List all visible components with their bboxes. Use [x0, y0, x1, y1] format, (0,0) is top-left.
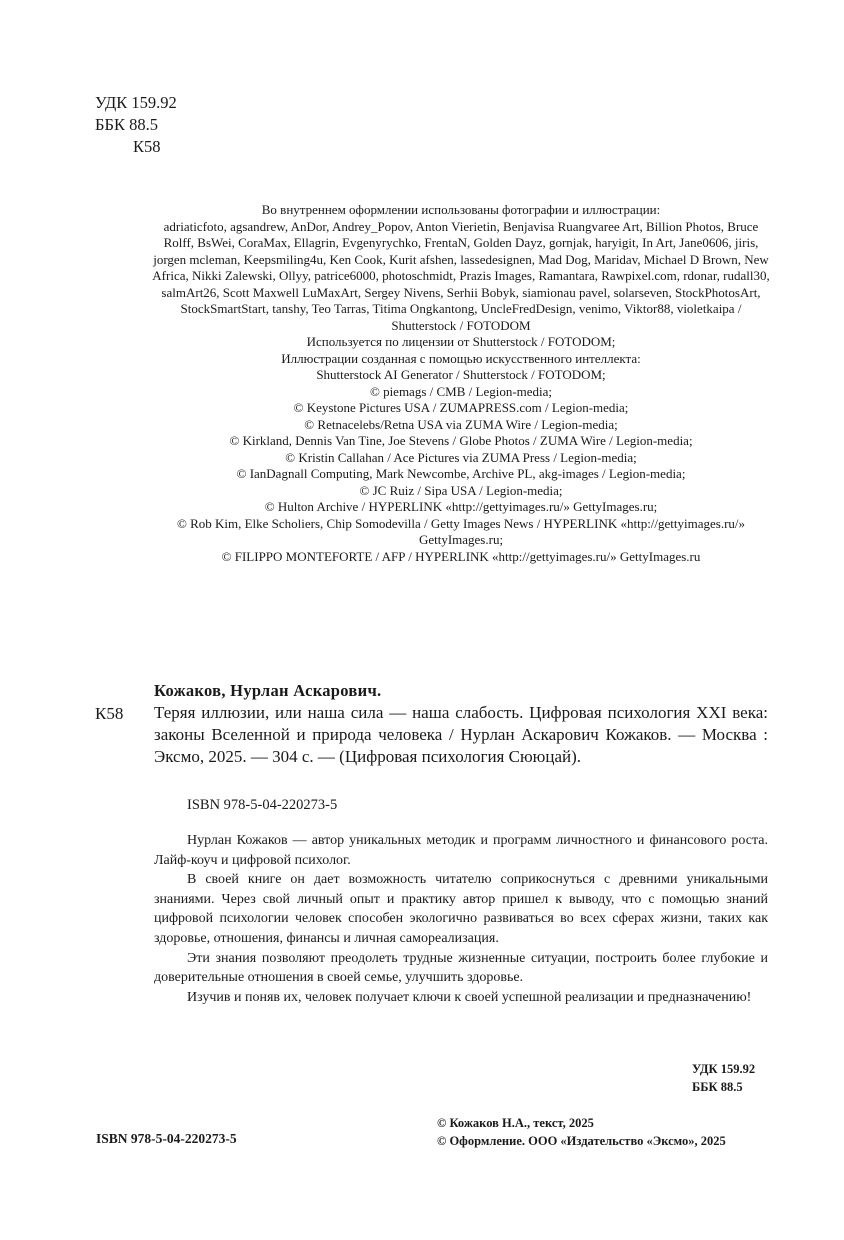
annotation-paragraph: В своей книге он дает возможность читателю соприкоснуться с древними уникальными знаниями. Через свой личный опыт и практику автор пришел к выводу, что с помощью знаний цифровой психологии человек способен экологично развиваться во всех сферах жизни, таких как здоровье, отношения, финансы и личная самореализация. [154, 872, 768, 946]
credits-line: © Kirkland, Dennis Van Tine, Joe Stevens / Globe Photos / ZUMA Wire / Legion-media; [229, 433, 693, 448]
credits-photographers: adriaticfoto, agsandrew, AnDor, Andrey_Popov, Anton Vierietin, Benjavisa Ruangvaree Art, Billion Photos, Bruce Rolff, BsWei, CoraMax, Ellagrin, Evgenyrychko, FrentaN, Golden Dayz, gornjak, haryigit, In Art, Jane0606, jiris, jorgen mcleman, Keepsmiling4u, Ken Cook, Kurit afshen, lassedesignen, Mad Dog, Maridav, Michael D Brown, New Africa, Nikki Zalewski, Ollyy, patrice6000, photoschmidt, Prazis Images, Ramantara, Rawpixel.com, rdonar, rudall30, salmArt26, Scott Maxwell LuMaxArt, Sergey Nivens, Serhii Bobyk, siamionau pavel, solarseven, StockPhotosArt, StockSmartStart, tanshy, Teo Tarras, Titima Ongkantong, UncleFredDesign, venimo, Viktor88, violetkaipa / Shutterstock / FOTODOM [152, 218, 770, 333]
classification-block [95, 92, 177, 158]
annotation-paragraph: Нурлан Кожаков — автор уникальных методик и программ личностного и финансового роста. Лайф-коуч и цифровой психолог. [154, 833, 768, 868]
udk-code: УДК 159.92 [95, 93, 177, 112]
author-mark-side: К58 [95, 704, 124, 723]
copyright-block [437, 1114, 726, 1150]
author-mark: К58 [133, 137, 161, 156]
annotation-paragraph: Эти знания позволяют преодолеть трудные жизненные ситуации, построить более глубокие и доверительные отношения в своей семье, улучшить здоровье. [154, 950, 768, 986]
book-author: Кожаков, Нурлан Аскарович. [154, 681, 382, 700]
bbk-code: ББК 88.5 [95, 115, 158, 134]
credits-line: © Rob Kim, Elke Scholiers, Chip Somodevilla / Getty Images News / HYPERLINK «http://gettyimages.ru/» GettyImages.ru; [176, 515, 746, 547]
credits-line: © IanDagnall Computing, Mark Newcombe, Archive PL, akg-images / Legion-media; [236, 466, 686, 481]
credits-line: © FILIPPO MONTEFORTE / AFP / HYPERLINK «http://gettyimages.ru/» GettyImages.ru [221, 548, 701, 564]
credits-license: Используется по лицензии от Shutterstock / FOTODOM; [306, 334, 616, 349]
book-description: Теряя иллюзии, или наша сила — наша слабость. Цифровая психология XXI века: законы Вселенной и природа человека / Нурлан Аскарович Кожаков. — Москва : Эксмо, 2025. — 304 с. — (Цифровая психология Сююцай). [154, 703, 768, 766]
footer-isbn: ISBN 978-5-04-220273-5 [96, 1131, 237, 1146]
credits-line: © Keystone Pictures USA / ZUMAPRESS.com / Legion-media; [293, 400, 629, 415]
image-credits [152, 202, 770, 565]
footer-bbk: ББК 88.5 [692, 1080, 743, 1094]
footer-classification [692, 1060, 755, 1096]
credits-line: © Retnacelebs/Retna USA via ZUMA Wire / Legion-media; [304, 416, 618, 432]
isbn-inline: ISBN 978-5-04-220273-5 [187, 797, 338, 813]
credits-ai-intro: Иллюстрации созданная с помощью искусственного интеллекта: [281, 350, 641, 366]
copyright-design: © Оформление. ООО «Издательство «Эксмо», 2025 [437, 1134, 726, 1148]
footer-udk: УДК 159.92 [692, 1062, 756, 1076]
credits-intro: Во внутреннем оформлении использованы фотографии и иллюстрации: [261, 202, 661, 217]
credits-line: © Hulton Archive / HYPERLINK «http://gettyimages.ru/» GettyImages.ru; [264, 499, 658, 514]
credits-line: © piemags / CMB / Legion-media; [369, 383, 553, 399]
copyright-text: © Кожаков Н.А., текст, 2025 [437, 1116, 594, 1130]
credits-line: © JC Ruiz / Sipa USA / Legion-media; [359, 482, 563, 498]
credits-ai-source: Shutterstock AI Generator / Shutterstock / FOTODOM; [316, 367, 606, 382]
credits-line: © Kristin Callahan / Ace Pictures via ZUMA Press / Legion-media; [285, 449, 637, 465]
annotation [154, 831, 768, 1007]
annotation-paragraph: Изучив и поняв их, человек получает ключи к своей успешной реализации и предназначению! [187, 989, 752, 1005]
